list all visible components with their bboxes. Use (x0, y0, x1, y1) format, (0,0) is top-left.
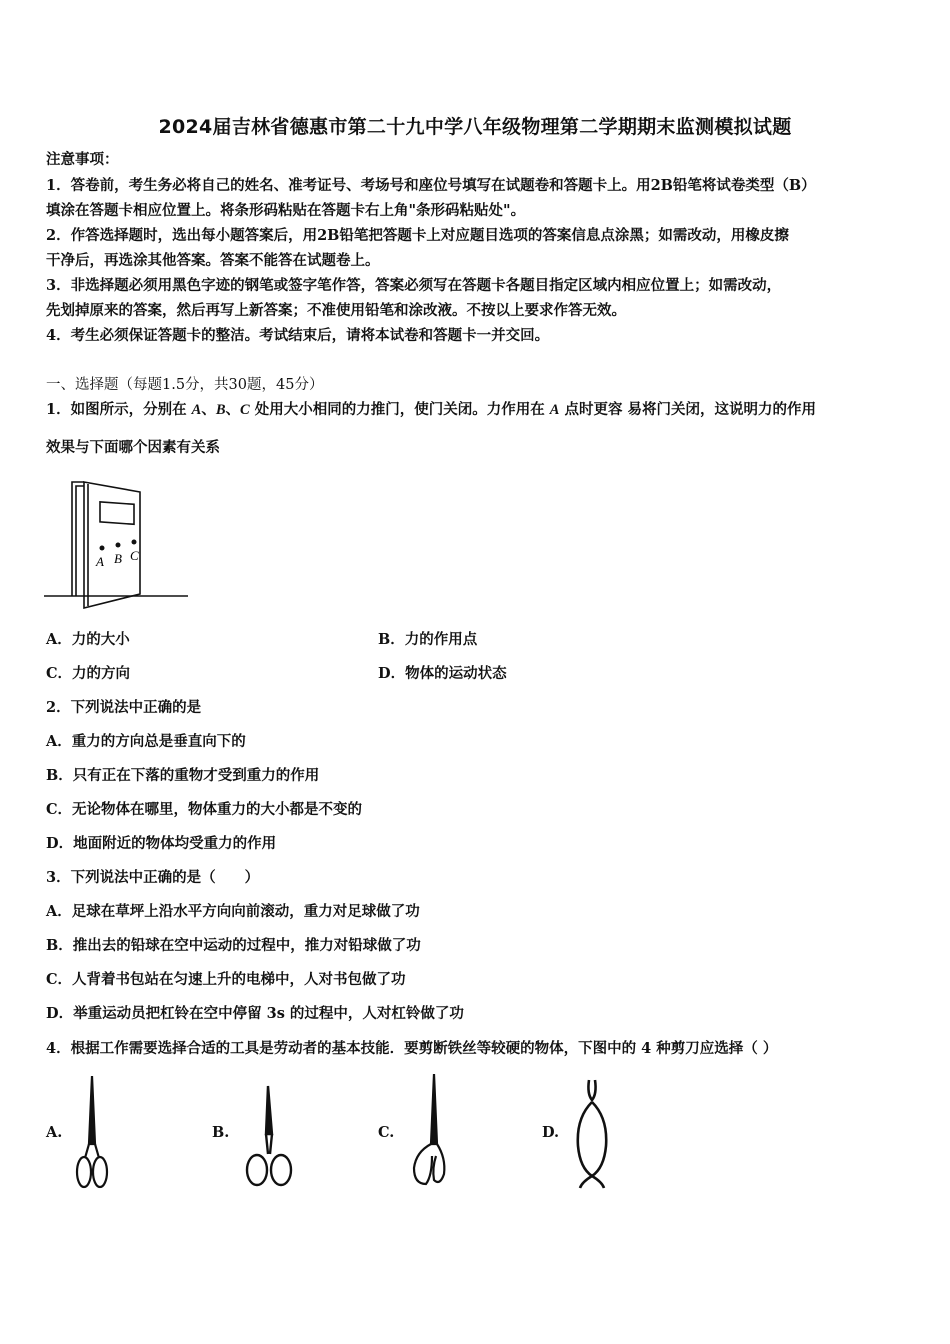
q3-option-a[interactable]: A．足球在草坪上沿水平方向向前滚动，重力对足球做了功 (46, 903, 420, 920)
notice-line: 2．作答选择题时，选出每小题答案后，用2B铅笔把答题卡上对应题目选项的答案信息点涂黑；如需改动，用橡皮擦 (46, 227, 789, 244)
q3-option-c[interactable]: C．人背着书包站在匀速上升的电梯中，人对书包做了功 (46, 971, 406, 988)
notice-line: 4．考生必须保证答题卡的整洁。考试结束后，请将本试卷和答题卡一并交回。 (46, 327, 550, 344)
q4-option-c-label[interactable]: C. (378, 1124, 395, 1141)
q4-option-a-label[interactable]: A. (46, 1124, 63, 1141)
q1-option-c[interactable]: C．力的方向 (46, 665, 131, 682)
q3-stem: 3．下列说法中正确的是（ ） (46, 869, 260, 886)
notice-line: 3．非选择题必须用黑色字迹的钢笔或签字笔作答，答案必须写在答题卡各题目指定区域内相应位置上；如需改动， (46, 277, 782, 294)
q1-stem-line2: 效果与下面哪个因素有关系 (46, 439, 220, 456)
q2-option-d[interactable]: D．地面附近的物体均受重力的作用 (46, 835, 277, 852)
notice-heading: 注意事项： (46, 151, 119, 168)
q1-option-a[interactable]: A．力的大小 (46, 631, 130, 648)
q2-option-a[interactable]: A．重力的方向总是垂直向下的 (46, 733, 246, 750)
q4-stem: 4．根据工作需要选择合适的工具是劳动者的基本技能．要剪断铁丝等较硬的物体，下图中的 4 种剪刀应选择（ ） (46, 1040, 778, 1057)
q3-option-b[interactable]: B．推出去的铅球在空中运动的过程中，推力对铅球做了功 (46, 937, 421, 954)
scissors-a-icon (74, 1074, 110, 1192)
q1-option-b[interactable]: B．力的作用点 (378, 631, 478, 648)
q4-option-b-label[interactable]: B. (212, 1124, 230, 1141)
scissors-b-icon (244, 1084, 294, 1192)
notice-line: 先划掉原来的答案，然后再写上新答案；不准使用铅笔和涂改液。不按以上要求作答无效。 (46, 302, 626, 319)
q4-option-d-label[interactable]: D. (542, 1124, 560, 1141)
q2-option-b[interactable]: B．只有正在下落的重物才受到重力的作用 (46, 767, 320, 784)
notice-line: 1．答卷前，考生务必将自己的姓名、准考证号、考场号和座位号填写在试题卷和答题卡上。用2B铅笔将试卷类型（B） (46, 177, 816, 194)
door-figure (44, 478, 190, 612)
point-b-label: B (114, 551, 122, 566)
pliers-d-icon (570, 1076, 616, 1192)
page-title: 2024届吉林省德惠市第二十九中学八年级物理第二学期期末监测模拟试题 (158, 116, 792, 138)
q1-stem-line1: 1．如图所示，分别在 A、B、C 处用大小相同的力推门，使门关闭。力作用在 A 点时更容 易将门关闭，这说明力的作用 (46, 401, 817, 418)
point-c-label: C (130, 548, 139, 563)
q2-stem: 2．下列说法中正确的是 (46, 699, 202, 716)
q1-option-d[interactable]: D．物体的运动状态 (378, 665, 507, 682)
scissors-c-icon (406, 1072, 452, 1192)
q2-option-c[interactable]: C．无论物体在哪里，物体重力的大小都是不变的 (46, 801, 363, 818)
notice-line: 干净后，再选涂其他答案。答案不能答在试题卷上。 (46, 252, 380, 269)
q3-option-d[interactable]: D．举重运动员把杠铃在空中停留 3s 的过程中，人对杠铃做了功 (46, 1005, 464, 1022)
notice-line: 填涂在答题卡相应位置上。将条形码粘贴在答题卡右上角"条形码粘贴处"。 (46, 202, 526, 219)
point-a-label: A (96, 554, 104, 569)
section-heading: 一、选择题（每题1.5分，共30题，45分） (46, 377, 324, 393)
